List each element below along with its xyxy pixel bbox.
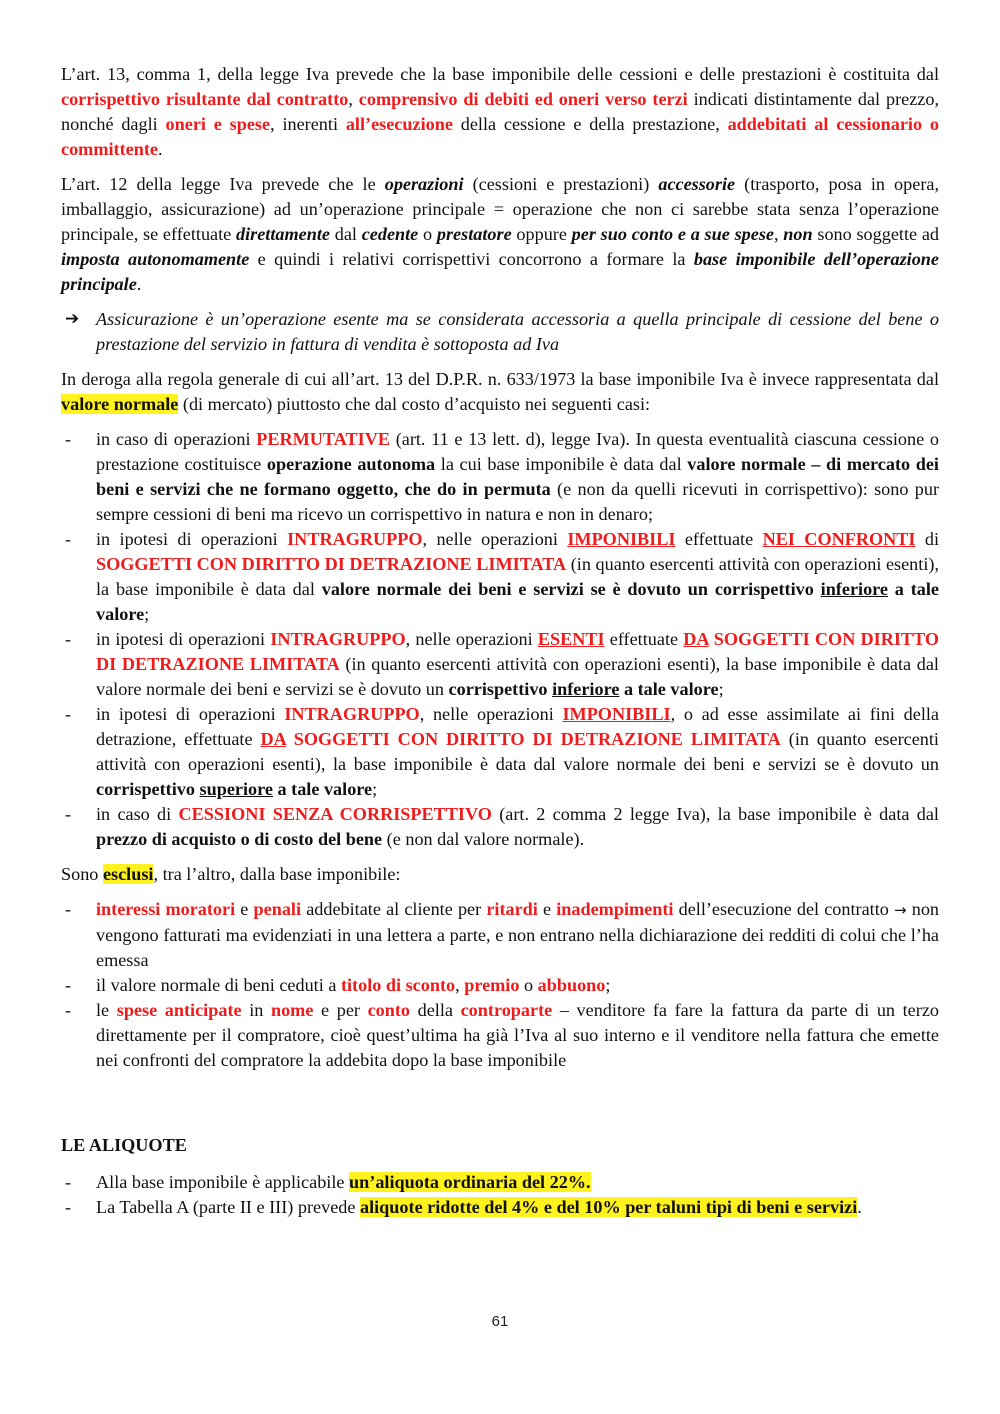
aliquote-list: [61, 1170, 939, 1220]
text: dal: [329, 224, 362, 244]
text: effettuate: [675, 529, 763, 549]
bold-text: corrispettivo: [448, 679, 553, 699]
bold-text: a tale valore: [272, 779, 373, 799]
text: in caso di operazioni: [96, 429, 257, 449]
list-dash: -: [65, 704, 72, 724]
bold-italic-text: imposta autonomamente: [61, 249, 250, 269]
text: in: [241, 1000, 271, 1020]
bold-text: a tale valore: [619, 679, 719, 699]
emphasis-text: DA: [683, 629, 709, 649]
bold-text: operazione autonoma: [266, 454, 436, 474]
text: in ipotesi di operazioni: [96, 629, 271, 649]
emphasis-text: spese anticipate: [116, 1000, 242, 1020]
assicurazione-note: [61, 307, 939, 357]
text: , nelle operazioni: [405, 629, 538, 649]
text: ;: [718, 679, 724, 699]
text: , inerenti: [270, 114, 346, 134]
arrow-right-icon: ➔: [65, 309, 80, 329]
emphasis-text: interessi moratori: [96, 899, 236, 919]
emphasis-text: corrispettivo risultante dal contratto: [61, 89, 349, 109]
bold-text: inferiore: [820, 579, 888, 599]
text: della cessione e della prestazione,: [452, 114, 728, 134]
paragraph-art12: [61, 172, 939, 297]
emphasis-text: oneri e spese: [165, 114, 271, 134]
highlighted-text: aliquote ridotte del 4% e del 10% per taluni tipi di beni e servizi: [359, 1197, 858, 1217]
text: oppure: [511, 224, 572, 244]
page-number: 61: [491, 1313, 509, 1330]
text: (in quanto esercenti attività con operazioni esenti), la base imponibile è data dal: [96, 554, 939, 599]
list-item: [61, 702, 939, 802]
emphasis-text: PERMUTATIVE: [256, 429, 390, 449]
text: in caso di: [96, 804, 179, 824]
bold-italic-text: direttamente: [236, 224, 330, 244]
list-dash: -: [65, 804, 72, 824]
text: effettuate: [604, 629, 684, 649]
note-text: Assicurazione è un’operazione esente ma se considerata accessoria a quella principale di cessione del bene o prestazione del servizio in fattura di vendita è sottoposta ad Iva: [96, 309, 939, 354]
emphasis-text: IMPONIBILI: [562, 704, 671, 724]
text: e: [235, 899, 254, 919]
text: (art. 2 comma 2 legge Iva), la base imponibile è data dal: [491, 804, 939, 824]
highlighted-text: un’aliquota ordinaria del 22%.: [349, 1172, 591, 1192]
list-item: [61, 427, 939, 527]
emphasis-text: IMPONIBILI: [567, 529, 676, 549]
text: e: [537, 899, 557, 919]
emphasis-text: SOGGETTI CON DIRITTO DI DETRAZIONE LIMITATA: [96, 554, 567, 574]
text: La Tabella A (parte II e III) prevede: [96, 1197, 360, 1217]
list-dash: -: [65, 629, 72, 649]
emphasis-text: nome: [270, 1000, 314, 1020]
emphasis-text: addebitati al cessionario o committente: [61, 114, 939, 159]
text: In deroga alla regola generale di cui all’art. 13 del D.P.R. n. 633/1973 la base imponibile Iva è invece rappresentata dal: [61, 369, 939, 389]
text: (in quanto esercenti attività con operazioni esenti), la base imponibile è data dal valore normale dei beni e servizi se è dovuto un: [96, 654, 939, 699]
text: non vengono fatturati ma evidenziati in una lettera a parte, e non entrano nella dichiarazione dei redditi di colui che l’ha emessa: [96, 899, 940, 970]
text: di: [915, 529, 940, 549]
text: o: [418, 224, 437, 244]
emphasis-text: ritardi: [486, 899, 538, 919]
text: e quindi i relativi corrispettivi concorrono a formare la: [249, 249, 694, 269]
bold-italic-text: prestatore: [436, 224, 512, 244]
bold-text: valore normale – di mercato dei beni e servizi che ne formano oggetto, che do in permuta: [96, 454, 939, 499]
text: in ipotesi di operazioni: [96, 529, 288, 549]
paragraph-art13: [61, 62, 939, 162]
text: della: [410, 1000, 461, 1020]
emphasis-text: DA: [260, 729, 286, 749]
list-dash: -: [65, 899, 72, 919]
list-item: [61, 973, 939, 998]
text: o: [519, 975, 538, 995]
text: Sono: [61, 864, 103, 884]
list-item: [61, 627, 939, 702]
list-item: [61, 998, 939, 1073]
list-dash: -: [65, 1000, 72, 1020]
list-item: [61, 527, 939, 627]
emphasis-text: SOGGETTI CON DIRITTO DI DETRAZIONE LIMITATA: [96, 629, 940, 674]
text: ;: [372, 779, 378, 799]
text: (e non dal valore normale).: [382, 829, 585, 849]
text: .: [157, 139, 163, 159]
text: ;: [605, 975, 611, 995]
text: L’art. 13, comma 1, della legge Iva prevede che la base imponibile delle cessioni e delle prestazioni è costituita dal: [61, 64, 939, 84]
list-item: [61, 1170, 939, 1195]
text: (in quanto esercenti attività con operazioni esenti), la base imponibile è data dal valore normale dei beni e servizi se è dovuto un: [96, 729, 939, 774]
emphasis-text: controparte: [460, 1000, 553, 1020]
text: , o ad esse assimilate ai fini della detrazione, effettuate: [96, 704, 939, 749]
bold-italic-text: base imponibile dell’operazione principale: [61, 249, 939, 294]
text: Alla base imponibile è applicabile: [96, 1172, 350, 1192]
bold-italic-text: per suo conto e a sue spese: [571, 224, 774, 244]
emphasis-text: conto: [367, 1000, 411, 1020]
list-item: [61, 1195, 939, 1220]
text: ,: [348, 89, 359, 109]
emphasis-text: all’esecuzione: [345, 114, 453, 134]
emphasis-text: INTRAGRUPPO: [270, 629, 406, 649]
list-dash: -: [65, 1172, 72, 1192]
bold-text: a tale valore: [96, 579, 939, 624]
list-item: [61, 802, 939, 852]
bold-text: prezzo di acquisto o di costo del bene: [96, 829, 383, 849]
text: (di mercato) piuttosto che dal costo d’acquisto nei seguenti casi:: [178, 394, 651, 414]
emphasis-text: penali: [253, 899, 302, 919]
text: L’art. 12 della legge Iva prevede che le: [61, 174, 385, 194]
text: sono soggette ad: [812, 224, 940, 244]
text: dell’esecuzione del contratto: [673, 899, 894, 919]
emphasis-text: INTRAGRUPPO: [287, 529, 423, 549]
text: .: [857, 1197, 862, 1217]
emphasis-text: ESENTI: [537, 629, 605, 649]
bold-italic-text: cedente: [361, 224, 419, 244]
text: , nelle operazioni: [422, 529, 568, 549]
text: addebitate al cliente per: [301, 899, 487, 919]
text: indicati distintamente dal prezzo, nonché dagli: [61, 89, 939, 134]
text: .: [136, 274, 142, 294]
bold-text: corrispettivo: [96, 779, 200, 799]
list-dash: -: [65, 529, 72, 549]
emphasis-text: premio: [464, 975, 520, 995]
highlighted-text: valore normale: [61, 394, 179, 414]
text: la cui base imponibile è data dal: [435, 454, 688, 474]
text: le: [96, 1000, 117, 1020]
text: il valore normale di beni ceduti a: [96, 975, 341, 995]
bold-text: superiore: [199, 779, 273, 799]
highlighted-text: esclusi: [102, 864, 154, 884]
emphasis-text: NEI CONFRONTI: [762, 529, 916, 549]
text: , tra l’altro, dalla base imponibile:: [153, 864, 401, 884]
bold-italic-text: accessorie: [658, 174, 736, 194]
text: e per: [313, 1000, 368, 1020]
emphasis-text: INTRAGRUPPO: [284, 704, 420, 724]
text: (cessioni e prestazioni): [463, 174, 659, 194]
emphasis-text: inadempimenti: [556, 899, 674, 919]
emphasis-text: titolo di sconto: [340, 975, 456, 995]
page-body: [61, 62, 939, 1230]
bold-text: inferiore: [552, 679, 620, 699]
list-item: [61, 897, 939, 973]
emphasis-text: abbuono: [537, 975, 606, 995]
bold-italic-text: operazioni: [384, 174, 464, 194]
section-heading-aliquote: LE ALIQUOTE: [61, 1135, 187, 1155]
bold-text: valore normale dei beni e servizi se è dovuto un corrispettivo: [321, 579, 821, 599]
list-dash: -: [65, 975, 72, 995]
text: ,: [773, 224, 784, 244]
text: in ipotesi di operazioni: [96, 704, 285, 724]
esclusi-list: [61, 897, 939, 1073]
list-dash: -: [65, 1197, 72, 1217]
text: ,: [455, 975, 465, 995]
text: (trasporto, posa in opera, imballaggio, assicurazione) ad un’operazione principale = operazione che non ci sarebbe stata senza l’operazione principale, se effettuate: [61, 174, 939, 244]
list-dash: -: [65, 429, 72, 449]
emphasis-text: comprensivo di debiti ed oneri verso terzi: [358, 89, 688, 109]
emphasis-text: SOGGETTI CON DIRITTO DI DETRAZIONE LIMITATA: [285, 729, 781, 749]
text: – venditore fa fare la fattura da parte di un terzo direttamente per il compratore, cioè quest’ultima ha già l’Iva al suo interno e il venditore nella fattura che emette nei confronti del compratore la addebita dopo la base imponibile: [96, 1000, 939, 1070]
paragraph-deroga: [61, 367, 939, 417]
text: (art. 11 e 13 lett. d), legge Iva). In questa eventualità ciascuna cessione o prestazione costituisce: [96, 429, 939, 474]
arrow-right-icon: →: [894, 901, 907, 919]
paragraph-esclusi: [61, 862, 939, 887]
emphasis-text: CESSIONI SENZA CORRISPETTIVO: [178, 804, 492, 824]
bold-italic-text: non: [783, 224, 813, 244]
text: , nelle operazioni: [419, 704, 563, 724]
valore-normale-cases-list: [61, 427, 939, 852]
text: ;: [144, 604, 150, 624]
text: (e non da quelli ricevuti in corrispettivo): sono pur sempre cessioni di beni ma ricevo un corrispettivo in natura e non in denaro;: [96, 479, 939, 524]
